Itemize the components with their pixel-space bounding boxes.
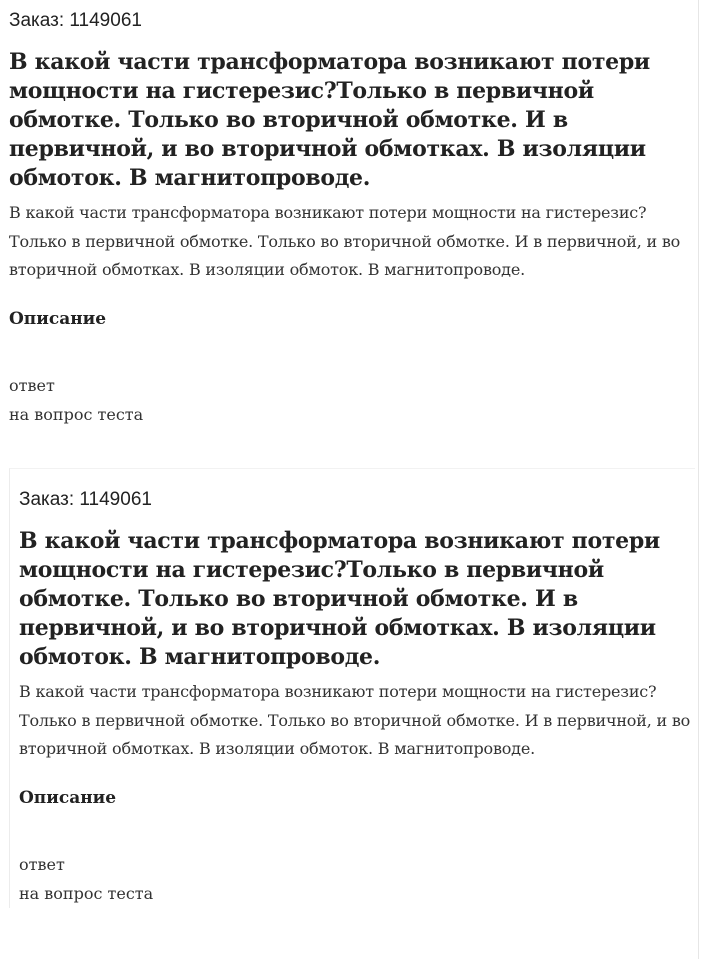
description-heading: Описание	[9, 308, 107, 329]
description-line: ответ	[19, 854, 65, 874]
order-card-duplicate	[9, 468, 695, 908]
order-number: Заказ: 1149061	[19, 489, 152, 510]
order-number: Заказ: 1149061	[9, 10, 142, 31]
question-title: В какой части трансформатора возникают потери мощности на гистерезис?Только в первичной обмотке. Только во вторичной обмотке. И в первичной, и во вторичной обмотках. В изоляции обмоток. В магнитопроводе.	[9, 49, 650, 191]
question-text: В какой части трансформатора возникают потери мощности на гистерезис?Только в первичной обмотке. Только во вторичной обмотке. И в первичной, и во вторичной обмотках. В изоляции обмоток. В магнитопроводе.	[19, 682, 691, 758]
description-line: на вопрос теста	[19, 883, 154, 903]
page-divider	[698, 0, 699, 959]
question-title: В какой части трансформатора возникают потери мощности на гистерезис?Только в первичной обмотке. Только во вторичной обмотке. И в первичной, и во вторичной обмотках. В изоляции обмоток. В магнитопроводе.	[19, 528, 660, 670]
order-card	[9, 8, 689, 429]
question-text: В какой части трансформатора возникают потери мощности на гистерезис?Только в первичной обмотке. Только во вторичной обмотке. И в первичной, и во вторичной обмотках. В изоляции обмоток. В магнитопроводе.	[9, 203, 681, 279]
description-line: на вопрос теста	[9, 404, 144, 424]
description-line: ответ	[9, 375, 55, 395]
description-heading: Описание	[19, 787, 117, 808]
